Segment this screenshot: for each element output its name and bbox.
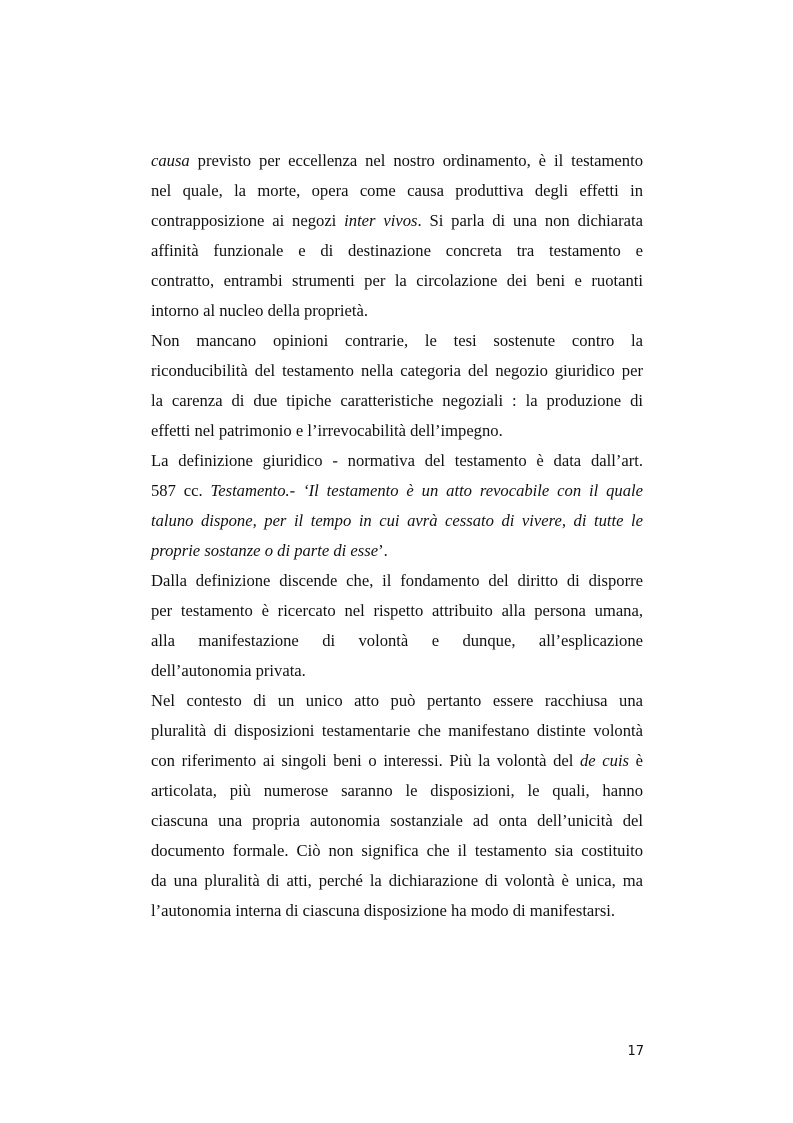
text-run: Non mancano opinioni contrarie, le tesi sostenute contro la — [151, 331, 643, 350]
text-line — [151, 896, 643, 926]
text-run: affinità funzionale e di destinazione concreta tra testamento e — [151, 241, 643, 260]
text-line — [151, 536, 643, 566]
paragraph — [151, 566, 643, 686]
italic-text: inter vivos — [344, 211, 418, 230]
text-run: La definizione giuridico - normativa del testamento è data dall’art. — [151, 451, 643, 470]
text-run: ciascuna una propria autonomia sostanziale ad onta dell’unicità del — [151, 811, 643, 830]
text-line — [151, 566, 643, 596]
text-line — [151, 146, 643, 176]
text-line — [151, 866, 643, 896]
text-line — [151, 716, 643, 746]
text-line — [151, 476, 643, 506]
text-run: per testamento è ricercato nel rispetto attribuito alla persona umana, — [151, 601, 643, 620]
text-run: articolata, più numerose saranno le disposizioni, le quali, hanno — [151, 781, 643, 800]
paragraph — [151, 446, 643, 566]
text-run: l’autonomia interna di ciascuna disposizione ha modo di manifestarsi. — [151, 901, 616, 920]
italic-text: causa — [151, 151, 190, 170]
italic-text: proprie sostanze o di parte di esse — [151, 541, 379, 560]
text-line — [151, 356, 643, 386]
italic-text: Testamento.- ‘Il testamento è un atto revocabile con il quale — [210, 481, 643, 500]
page-number: 17 — [627, 1044, 644, 1059]
text-run: intorno al nucleo della proprietà. — [151, 301, 369, 320]
text-line — [151, 206, 643, 236]
text-line — [151, 656, 643, 686]
text-run: Dalla definizione discende che, il fondamento del diritto di disporre — [151, 571, 643, 590]
text-run: previsto per eccellenza nel nostro ordinamento, è il testamento — [189, 151, 643, 170]
text-line — [151, 626, 643, 656]
text-line — [151, 806, 643, 836]
text-run: da una pluralità di atti, perché la dichiarazione di volontà è unica, ma — [151, 871, 643, 890]
text-line — [151, 326, 643, 356]
text-run: documento formale. Ciò non significa che il testamento sia costituito — [151, 841, 643, 860]
text-line — [151, 176, 643, 206]
text-run: dell’autonomia privata. — [151, 661, 306, 680]
text-line — [151, 836, 643, 866]
paragraph — [151, 686, 643, 926]
text-line — [151, 266, 643, 296]
text-line — [151, 296, 643, 326]
text-line — [151, 506, 643, 536]
text-run: . Si parla di una non dichiarata — [417, 211, 643, 230]
text-line — [151, 686, 643, 716]
text-run: ’. — [378, 541, 388, 560]
text-run: 587 cc. — [151, 481, 211, 500]
text-run: alla manifestazione di volontà e dunque, all’esplicazione — [151, 631, 643, 650]
italic-text: taluno dispone, per il tempo in cui avrà cessato di vivere, di tutte le — [151, 511, 643, 530]
text-line — [151, 236, 643, 266]
text-run: contrapposizione ai negozi — [151, 211, 345, 230]
text-line — [151, 746, 643, 776]
text-run: è — [629, 751, 643, 770]
text-run: la carenza di due tipiche caratteristiche negoziali : la produzione di — [151, 391, 643, 410]
text-run: nel quale, la morte, opera come causa produttiva degli effetti in — [151, 181, 643, 200]
text-run: riconducibilità del testamento nella categoria del negozio giuridico per — [151, 361, 643, 380]
paragraph — [151, 146, 643, 326]
text-run: con riferimento ai singoli beni o interessi. Più la volontà del — [151, 751, 580, 770]
text-line — [151, 446, 643, 476]
text-line — [151, 386, 643, 416]
text-run: contratto, entrambi strumenti per la circolazione dei beni e ruotanti — [151, 271, 643, 290]
page-body — [151, 146, 643, 926]
italic-text: de cuis — [580, 751, 630, 770]
text-run: effetti nel patrimonio e l’irrevocabilità dell’impegno. — [151, 421, 503, 440]
text-line — [151, 596, 643, 626]
text-line — [151, 416, 643, 446]
text-run: Nel contesto di un unico atto può pertanto essere racchiusa una — [151, 691, 643, 710]
text-run: pluralità di disposizioni testamentarie che manifestano distinte volontà — [151, 721, 643, 740]
text-line — [151, 776, 643, 806]
paragraph — [151, 326, 643, 446]
